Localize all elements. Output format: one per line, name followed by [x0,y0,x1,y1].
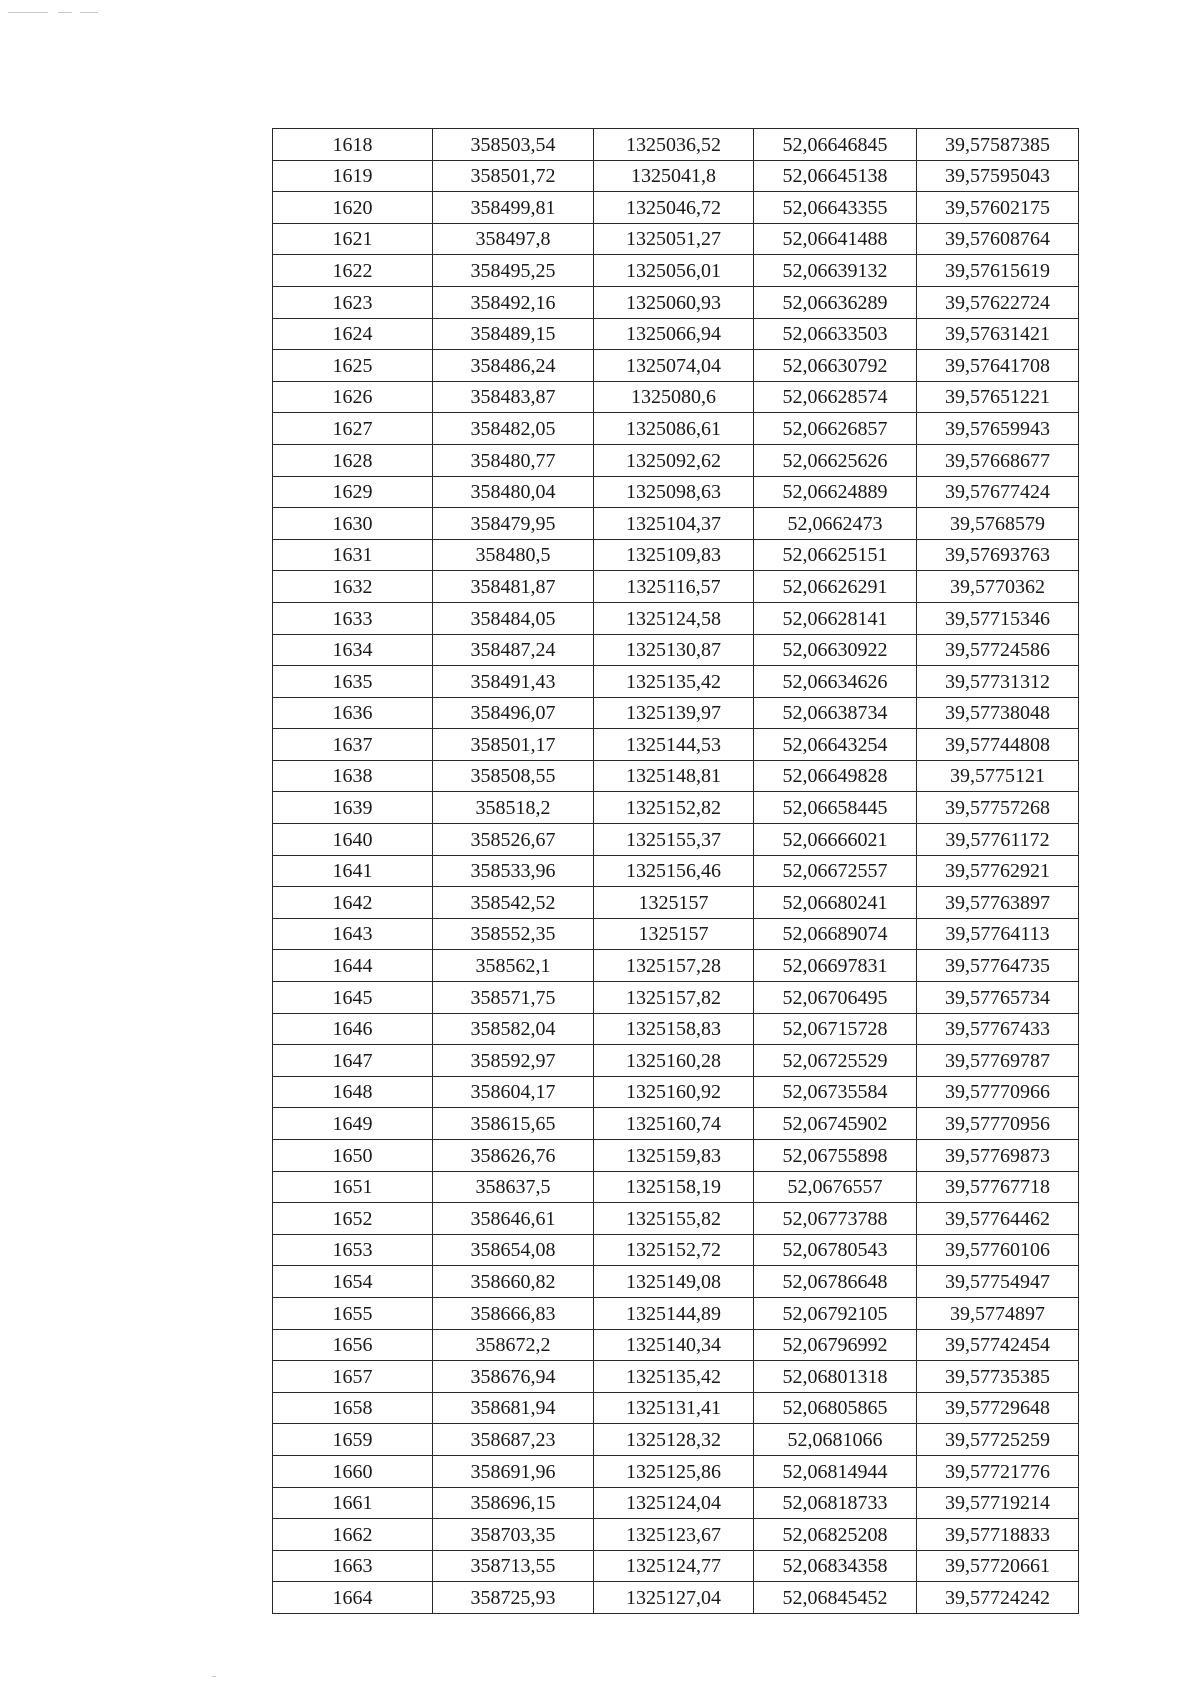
longitude-cell: 39,57631421 [917,318,1079,350]
x-coordinate-cell: 358501,72 [433,160,594,192]
point-number-cell: 1621 [273,223,433,255]
x-coordinate-cell: 358660,82 [433,1266,594,1298]
table-row [273,1108,1079,1140]
longitude-cell: 39,57715346 [917,602,1079,634]
point-number-cell: 1652 [273,1203,433,1235]
longitude-cell: 39,57764735 [917,950,1079,982]
longitude-cell: 39,57677424 [917,476,1079,508]
x-coordinate-cell: 358492,16 [433,286,594,318]
point-number-cell: 1647 [273,1045,433,1077]
longitude-cell: 39,57595043 [917,160,1079,192]
table-row [273,1045,1079,1077]
point-number-cell: 1649 [273,1108,433,1140]
table-row [273,697,1079,729]
latitude-cell: 52,06672557 [754,855,917,887]
table-row [273,918,1079,950]
table-row [273,1392,1079,1424]
y-coordinate-cell: 1325056,01 [594,255,754,287]
x-coordinate-cell: 358552,35 [433,918,594,950]
latitude-cell: 52,06630922 [754,634,917,666]
x-coordinate-cell: 358542,52 [433,887,594,919]
x-coordinate-cell: 358703,35 [433,1519,594,1551]
longitude-cell: 39,57724242 [917,1582,1079,1614]
point-number-cell: 1662 [273,1519,433,1551]
longitude-cell: 39,57744808 [917,729,1079,761]
x-coordinate-cell: 358691,96 [433,1455,594,1487]
y-coordinate-cell: 1325152,72 [594,1234,754,1266]
longitude-cell: 39,57659943 [917,413,1079,445]
longitude-cell: 39,57757268 [917,792,1079,824]
x-coordinate-cell: 358696,15 [433,1487,594,1519]
point-number-cell: 1626 [273,381,433,413]
table-row [273,1013,1079,1045]
x-coordinate-cell: 358592,97 [433,1045,594,1077]
x-coordinate-cell: 358481,87 [433,571,594,603]
latitude-cell: 52,06834358 [754,1550,917,1582]
point-number-cell: 1639 [273,792,433,824]
x-coordinate-cell: 358482,05 [433,413,594,445]
x-coordinate-cell: 358654,08 [433,1234,594,1266]
x-coordinate-cell: 358489,15 [433,318,594,350]
latitude-cell: 52,06645138 [754,160,917,192]
latitude-cell: 52,06680241 [754,887,917,919]
latitude-cell: 52,06628574 [754,381,917,413]
table-row [273,602,1079,634]
point-number-cell: 1645 [273,982,433,1014]
x-coordinate-cell: 358646,61 [433,1203,594,1235]
longitude-cell: 39,57765734 [917,982,1079,1014]
latitude-cell: 52,06725529 [754,1045,917,1077]
latitude-cell: 52,06689074 [754,918,917,950]
y-coordinate-cell: 1325124,04 [594,1487,754,1519]
longitude-cell: 39,57770956 [917,1108,1079,1140]
latitude-cell: 52,06796992 [754,1329,917,1361]
table-row [273,571,1079,603]
point-number-cell: 1618 [273,129,433,161]
latitude-cell: 52,06634626 [754,666,917,698]
longitude-cell: 39,57615619 [917,255,1079,287]
longitude-cell: 39,57761172 [917,824,1079,856]
table-row [273,286,1079,318]
latitude-cell: 52,06666021 [754,824,917,856]
y-coordinate-cell: 1325159,83 [594,1140,754,1172]
x-coordinate-cell: 358518,2 [433,792,594,824]
x-coordinate-cell: 358484,05 [433,602,594,634]
table-row [273,1424,1079,1456]
table-row [273,1171,1079,1203]
y-coordinate-cell: 1325131,41 [594,1392,754,1424]
table-row [273,192,1079,224]
latitude-cell: 52,06792105 [754,1297,917,1329]
table-row [273,1550,1079,1582]
latitude-cell: 52,06845452 [754,1582,917,1614]
latitude-cell: 52,0681066 [754,1424,917,1456]
table-row [273,1329,1079,1361]
y-coordinate-cell: 1325157 [594,918,754,950]
table-row [273,1266,1079,1298]
latitude-cell: 52,06745902 [754,1108,917,1140]
x-coordinate-cell: 358615,65 [433,1108,594,1140]
point-number-cell: 1658 [273,1392,433,1424]
table-row [273,444,1079,476]
y-coordinate-cell: 1325157,82 [594,982,754,1014]
y-coordinate-cell: 1325046,72 [594,192,754,224]
x-coordinate-cell: 358582,04 [433,1013,594,1045]
table-row [273,1487,1079,1519]
x-coordinate-cell: 358495,25 [433,255,594,287]
longitude-cell: 39,5770362 [917,571,1079,603]
longitude-cell: 39,57769873 [917,1140,1079,1172]
longitude-cell: 39,57769787 [917,1045,1079,1077]
longitude-cell: 39,57693763 [917,539,1079,571]
x-coordinate-cell: 358486,24 [433,350,594,382]
y-coordinate-cell: 1325144,89 [594,1297,754,1329]
longitude-cell: 39,57764462 [917,1203,1079,1235]
longitude-cell: 39,57622724 [917,286,1079,318]
table-row [273,160,1079,192]
x-coordinate-cell: 358497,8 [433,223,594,255]
x-coordinate-cell: 358725,93 [433,1582,594,1614]
longitude-cell: 39,57754947 [917,1266,1079,1298]
point-number-cell: 1627 [273,413,433,445]
table-row [273,1361,1079,1393]
point-number-cell: 1661 [273,1487,433,1519]
x-coordinate-cell: 358637,5 [433,1171,594,1203]
x-coordinate-cell: 358533,96 [433,855,594,887]
table-row [273,666,1079,698]
y-coordinate-cell: 1325160,74 [594,1108,754,1140]
latitude-cell: 52,06706495 [754,982,917,1014]
y-coordinate-cell: 1325128,32 [594,1424,754,1456]
longitude-cell: 39,57738048 [917,697,1079,729]
table-row [273,824,1079,856]
x-coordinate-cell: 358487,24 [433,634,594,666]
point-number-cell: 1640 [273,824,433,856]
point-number-cell: 1651 [273,1171,433,1203]
longitude-cell: 39,57724586 [917,634,1079,666]
table-row [273,1234,1079,1266]
point-number-cell: 1644 [273,950,433,982]
longitude-cell: 39,57731312 [917,666,1079,698]
point-number-cell: 1624 [273,318,433,350]
latitude-cell: 52,06636289 [754,286,917,318]
longitude-cell: 39,57735385 [917,1361,1079,1393]
table-row [273,413,1079,445]
latitude-cell: 52,06755898 [754,1140,917,1172]
table-row [273,381,1079,413]
latitude-cell: 52,06825208 [754,1519,917,1551]
latitude-cell: 52,06630792 [754,350,917,382]
longitude-cell: 39,57721776 [917,1455,1079,1487]
x-coordinate-cell: 358483,87 [433,381,594,413]
point-number-cell: 1655 [273,1297,433,1329]
table-row [273,350,1079,382]
latitude-cell: 52,06633503 [754,318,917,350]
y-coordinate-cell: 1325135,42 [594,1361,754,1393]
latitude-cell: 52,06801318 [754,1361,917,1393]
latitude-cell: 52,06625151 [754,539,917,571]
longitude-cell: 39,5775121 [917,760,1079,792]
table-row [273,855,1079,887]
y-coordinate-cell: 1325124,58 [594,602,754,634]
coordinates-table-body [273,129,1079,1614]
latitude-cell: 52,06658445 [754,792,917,824]
y-coordinate-cell: 1325123,67 [594,1519,754,1551]
longitude-cell: 39,57767718 [917,1171,1079,1203]
table-row [273,223,1079,255]
x-coordinate-cell: 358666,83 [433,1297,594,1329]
y-coordinate-cell: 1325060,93 [594,286,754,318]
x-coordinate-cell: 358672,2 [433,1329,594,1361]
point-number-cell: 1657 [273,1361,433,1393]
table-row [273,760,1079,792]
point-number-cell: 1660 [273,1455,433,1487]
longitude-cell: 39,57718833 [917,1519,1079,1551]
point-number-cell: 1643 [273,918,433,950]
table-row [273,982,1079,1014]
latitude-cell: 52,06786648 [754,1266,917,1298]
point-number-cell: 1659 [273,1424,433,1456]
point-number-cell: 1634 [273,634,433,666]
table-row [273,729,1079,761]
latitude-cell: 52,06643254 [754,729,917,761]
y-coordinate-cell: 1325092,62 [594,444,754,476]
table-row [273,1140,1079,1172]
point-number-cell: 1656 [273,1329,433,1361]
longitude-cell: 39,57651221 [917,381,1079,413]
y-coordinate-cell: 1325086,61 [594,413,754,445]
y-coordinate-cell: 1325130,87 [594,634,754,666]
latitude-cell: 52,06639132 [754,255,917,287]
point-number-cell: 1620 [273,192,433,224]
x-coordinate-cell: 358480,04 [433,476,594,508]
table-row [273,508,1079,540]
point-number-cell: 1625 [273,350,433,382]
longitude-cell: 39,57587385 [917,129,1079,161]
x-coordinate-cell: 358491,43 [433,666,594,698]
point-number-cell: 1630 [273,508,433,540]
y-coordinate-cell: 1325036,52 [594,129,754,161]
latitude-cell: 52,06646845 [754,129,917,161]
longitude-cell: 39,57770966 [917,1076,1079,1108]
table-row [273,255,1079,287]
point-number-cell: 1628 [273,444,433,476]
x-coordinate-cell: 358626,76 [433,1140,594,1172]
y-coordinate-cell: 1325139,97 [594,697,754,729]
latitude-cell: 52,06624889 [754,476,917,508]
latitude-cell: 52,06805865 [754,1392,917,1424]
latitude-cell: 52,06641488 [754,223,917,255]
y-coordinate-cell: 1325158,19 [594,1171,754,1203]
y-coordinate-cell: 1325155,37 [594,824,754,856]
y-coordinate-cell: 1325148,81 [594,760,754,792]
point-number-cell: 1654 [273,1266,433,1298]
x-coordinate-cell: 358508,55 [433,760,594,792]
point-number-cell: 1664 [273,1582,433,1614]
y-coordinate-cell: 1325127,04 [594,1582,754,1614]
y-coordinate-cell: 1325160,92 [594,1076,754,1108]
table-row [273,1455,1079,1487]
y-coordinate-cell: 1325125,86 [594,1455,754,1487]
latitude-cell: 52,06780543 [754,1234,917,1266]
y-coordinate-cell: 1325155,82 [594,1203,754,1235]
x-coordinate-cell: 358501,17 [433,729,594,761]
table-row [273,634,1079,666]
x-coordinate-cell: 358713,55 [433,1550,594,1582]
latitude-cell: 52,06626857 [754,413,917,445]
longitude-cell: 39,57762921 [917,855,1079,887]
scan-artifact [212,1676,216,1677]
longitude-cell: 39,57720661 [917,1550,1079,1582]
point-number-cell: 1632 [273,571,433,603]
longitude-cell: 39,57764113 [917,918,1079,950]
table-row [273,539,1079,571]
latitude-cell: 52,06697831 [754,950,917,982]
x-coordinate-cell: 358479,95 [433,508,594,540]
x-coordinate-cell: 358499,81 [433,192,594,224]
table-row [273,792,1079,824]
latitude-cell: 52,0676557 [754,1171,917,1203]
y-coordinate-cell: 1325140,34 [594,1329,754,1361]
x-coordinate-cell: 358496,07 [433,697,594,729]
y-coordinate-cell: 1325109,83 [594,539,754,571]
point-number-cell: 1637 [273,729,433,761]
longitude-cell: 39,57763897 [917,887,1079,919]
latitude-cell: 52,06735584 [754,1076,917,1108]
y-coordinate-cell: 1325157,28 [594,950,754,982]
y-coordinate-cell: 1325158,83 [594,1013,754,1045]
x-coordinate-cell: 358681,94 [433,1392,594,1424]
scan-artifact [58,12,72,13]
point-number-cell: 1646 [273,1013,433,1045]
longitude-cell: 39,57602175 [917,192,1079,224]
latitude-cell: 52,06638734 [754,697,917,729]
latitude-cell: 52,06818733 [754,1487,917,1519]
table-row [273,129,1079,161]
longitude-cell: 39,57760106 [917,1234,1079,1266]
longitude-cell: 39,57729648 [917,1392,1079,1424]
longitude-cell: 39,57767433 [917,1013,1079,1045]
x-coordinate-cell: 358480,77 [433,444,594,476]
y-coordinate-cell: 1325074,04 [594,350,754,382]
x-coordinate-cell: 358687,23 [433,1424,594,1456]
y-coordinate-cell: 1325051,27 [594,223,754,255]
table-row [273,950,1079,982]
y-coordinate-cell: 1325144,53 [594,729,754,761]
longitude-cell: 39,57742454 [917,1329,1079,1361]
coordinates-table [272,128,1079,1614]
y-coordinate-cell: 1325041,8 [594,160,754,192]
point-number-cell: 1635 [273,666,433,698]
y-coordinate-cell: 1325116,57 [594,571,754,603]
y-coordinate-cell: 1325080,6 [594,381,754,413]
point-number-cell: 1650 [273,1140,433,1172]
table-row [273,1297,1079,1329]
latitude-cell: 52,06643355 [754,192,917,224]
point-number-cell: 1648 [273,1076,433,1108]
table-row [273,1519,1079,1551]
longitude-cell: 39,5774897 [917,1297,1079,1329]
x-coordinate-cell: 358676,94 [433,1361,594,1393]
y-coordinate-cell: 1325152,82 [594,792,754,824]
point-number-cell: 1631 [273,539,433,571]
y-coordinate-cell: 1325160,28 [594,1045,754,1077]
x-coordinate-cell: 358526,67 [433,824,594,856]
latitude-cell: 52,06649828 [754,760,917,792]
point-number-cell: 1642 [273,887,433,919]
latitude-cell: 52,06626291 [754,571,917,603]
longitude-cell: 39,5768579 [917,508,1079,540]
table-row [273,1076,1079,1108]
longitude-cell: 39,57668677 [917,444,1079,476]
scan-artifact [80,12,98,13]
point-number-cell: 1619 [273,160,433,192]
y-coordinate-cell: 1325098,63 [594,476,754,508]
point-number-cell: 1629 [273,476,433,508]
point-number-cell: 1638 [273,760,433,792]
latitude-cell: 52,06625626 [754,444,917,476]
y-coordinate-cell: 1325156,46 [594,855,754,887]
latitude-cell: 52,06773788 [754,1203,917,1235]
point-number-cell: 1641 [273,855,433,887]
point-number-cell: 1636 [273,697,433,729]
x-coordinate-cell: 358503,54 [433,129,594,161]
scan-artifact [8,12,48,13]
point-number-cell: 1622 [273,255,433,287]
y-coordinate-cell: 1325124,77 [594,1550,754,1582]
table-row [273,1203,1079,1235]
point-number-cell: 1663 [273,1550,433,1582]
latitude-cell: 52,0662473 [754,508,917,540]
y-coordinate-cell: 1325066,94 [594,318,754,350]
x-coordinate-cell: 358562,1 [433,950,594,982]
latitude-cell: 52,06814944 [754,1455,917,1487]
longitude-cell: 39,57719214 [917,1487,1079,1519]
y-coordinate-cell: 1325104,37 [594,508,754,540]
x-coordinate-cell: 358604,17 [433,1076,594,1108]
longitude-cell: 39,57725259 [917,1424,1079,1456]
x-coordinate-cell: 358571,75 [433,982,594,1014]
longitude-cell: 39,57608764 [917,223,1079,255]
latitude-cell: 52,06715728 [754,1013,917,1045]
table-row [273,1582,1079,1614]
y-coordinate-cell: 1325149,08 [594,1266,754,1298]
latitude-cell: 52,06628141 [754,602,917,634]
table-row [273,318,1079,350]
y-coordinate-cell: 1325157 [594,887,754,919]
y-coordinate-cell: 1325135,42 [594,666,754,698]
x-coordinate-cell: 358480,5 [433,539,594,571]
point-number-cell: 1633 [273,602,433,634]
table-row [273,887,1079,919]
point-number-cell: 1623 [273,286,433,318]
longitude-cell: 39,57641708 [917,350,1079,382]
point-number-cell: 1653 [273,1234,433,1266]
table-row [273,476,1079,508]
